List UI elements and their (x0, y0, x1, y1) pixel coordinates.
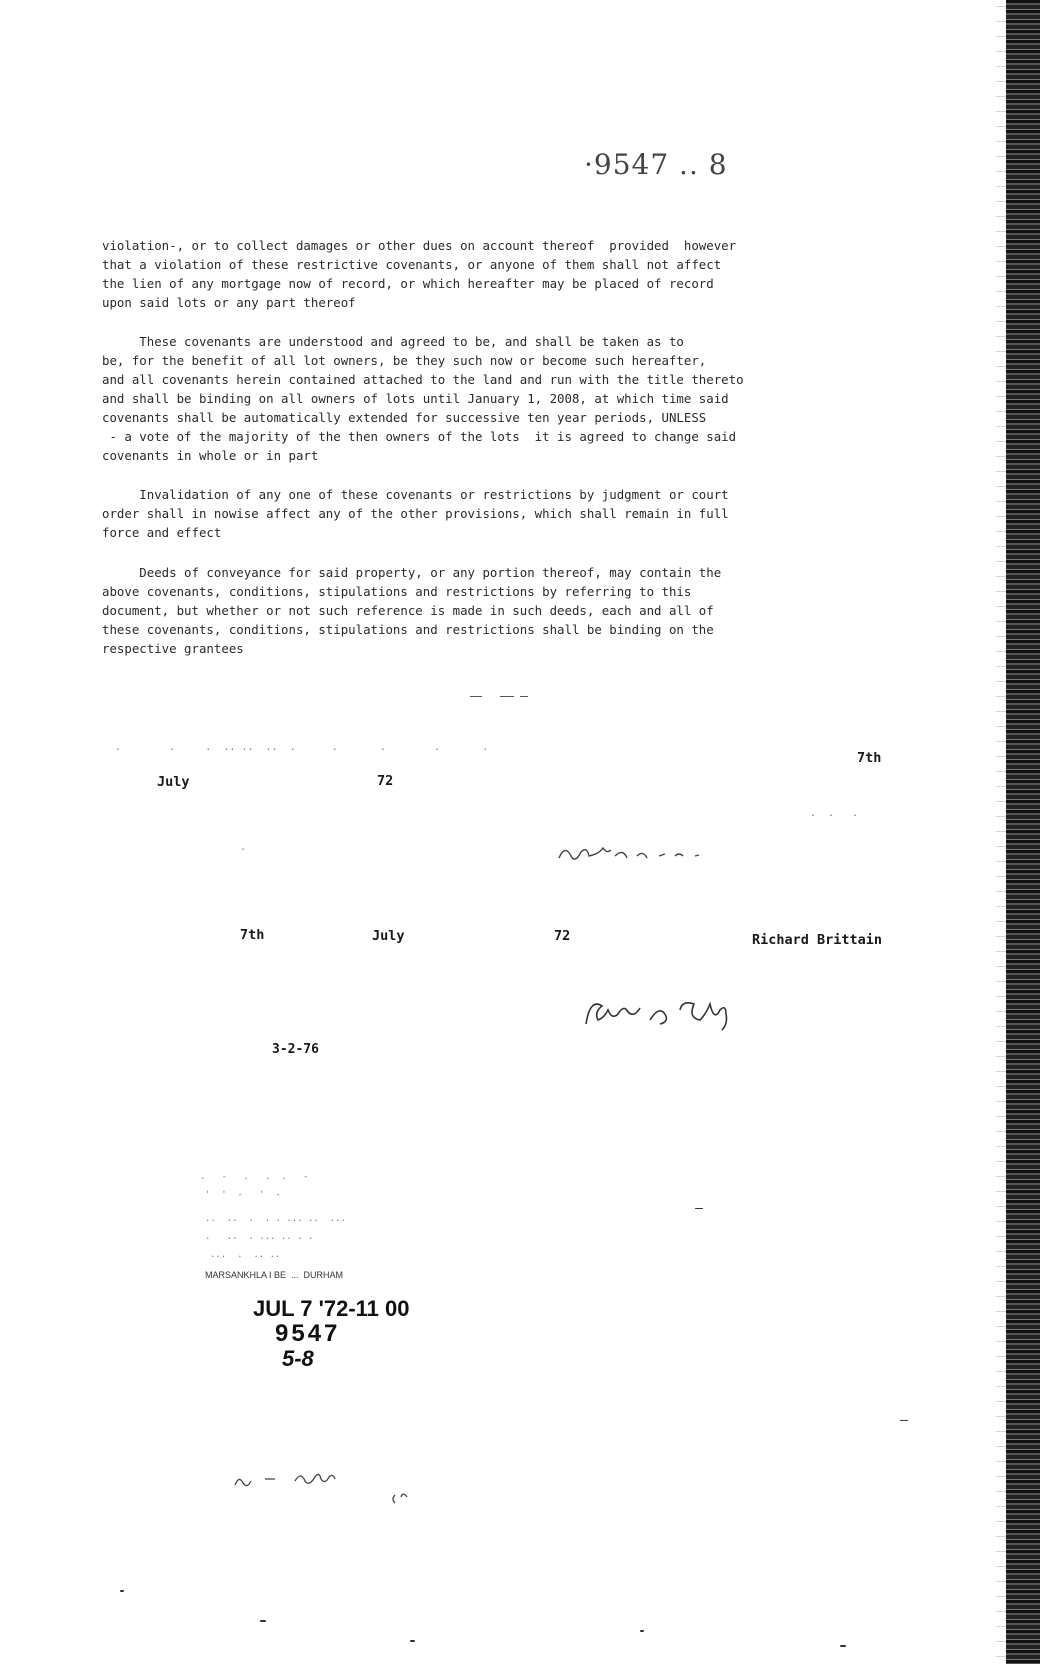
paragraph-violation (102, 236, 922, 312)
faded-line: ... . .. .. (210, 1250, 281, 1260)
faded-line: . .. . ... .. . . (205, 1232, 314, 1242)
scan-edge-shadow (996, 0, 1006, 1664)
text-line: These covenants are understood and agreed to be, and shall be taken as to (102, 334, 684, 349)
text-line: above covenants, conditions, stipulations and restrictions by referring to this (102, 584, 692, 599)
text-line: order shall in nowise affect any of the other provisions, which shall remain in full (102, 506, 729, 521)
month-field-1: July (157, 774, 190, 790)
scan-speck (840, 1645, 846, 1647)
scan-speck (900, 1420, 908, 1421)
text-line: the lien of any mortgage now of record, or which hereafter may be placed of record (102, 276, 714, 291)
text-line: respective grantees (102, 641, 244, 656)
signer-name: Richard Brittain (752, 932, 883, 948)
faded-line: ' ' - ' - (205, 1190, 281, 1200)
recording-stamp-page: 5-8 (282, 1346, 314, 1371)
faded-line: .. .. . . . ... .. ... (205, 1214, 346, 1224)
text-line: and all covenants herein contained attached to the land and run with the title thereto (102, 372, 744, 387)
text-line: violation-, or to collect damages or other dues on account thereof provided however (102, 238, 737, 253)
scan-edge (1006, 0, 1040, 1664)
text-line: that a violation of these restrictive covenants, or anyone of them shall not affect (102, 257, 722, 272)
text-line: Invalidation of any one of these covenants or restrictions by judgment or court (102, 487, 729, 502)
signature-notary-1 (555, 838, 735, 868)
signature-register (225, 1455, 425, 1525)
scan-speck (260, 1620, 266, 1622)
faded-line: . . . (810, 808, 859, 819)
day-field-2: 7th (240, 927, 265, 943)
year-field-1: 72 (377, 773, 394, 789)
faint-mark (470, 696, 482, 697)
paragraph-deeds (102, 563, 922, 658)
paragraph-covenants (102, 332, 922, 465)
text-line: Deeds of conveyance for said property, or any portion thereof, may contain the (102, 565, 722, 580)
text-line: these covenants, conditions, stipulations and restrictions shall be binding on the (102, 622, 714, 637)
text-line: document, but whether or not such reference is made in such deeds, each and all of (102, 603, 714, 618)
recording-stamp-book: 9547 (275, 1320, 341, 1347)
scan-speck (410, 1640, 415, 1642)
year-field-2: 72 (554, 928, 571, 944)
recording-stamp-date: JUL 7 '72-11 00 (253, 1296, 410, 1321)
page-number: ·9547 .. 8 (584, 148, 728, 181)
signature-notary-2 (580, 990, 800, 1040)
paragraph-invalidation (102, 485, 922, 542)
text-line: - a vote of the majority of the then owners of the lots it is agreed to change said (102, 429, 737, 444)
text-line: force and effect (102, 525, 222, 540)
month-field-2: July (372, 928, 405, 944)
scan-speck (695, 1208, 703, 1209)
faint-mark (520, 696, 528, 697)
faint-mark (500, 696, 514, 697)
text-line: be, for the benefit of all lot owners, be they such now or become such hereafter, (102, 353, 707, 368)
text-line: and shall be binding on all owners of lots until January 1, 2008, at which time said (102, 391, 729, 406)
faded-line: . . . .. .. .. . . . . . (115, 742, 489, 753)
faded-line: - (240, 844, 247, 855)
faded-line: . - . . . - (200, 1172, 309, 1182)
text-line: upon said lots or any part thereof (102, 295, 356, 310)
scan-speck (640, 1630, 644, 1632)
text-line: covenants shall be automatically extended for successive ten year periods, UNLESS (102, 410, 707, 425)
scan-speck (120, 1590, 124, 1592)
day-field-1: 7th (857, 750, 882, 766)
commission-expires-date: 3-2-76 (272, 1042, 319, 1057)
text-line: covenants in whole or in part (102, 448, 319, 463)
stamp-county-text: MARSANKHLA I BE ... DURHAM (205, 1270, 344, 1280)
